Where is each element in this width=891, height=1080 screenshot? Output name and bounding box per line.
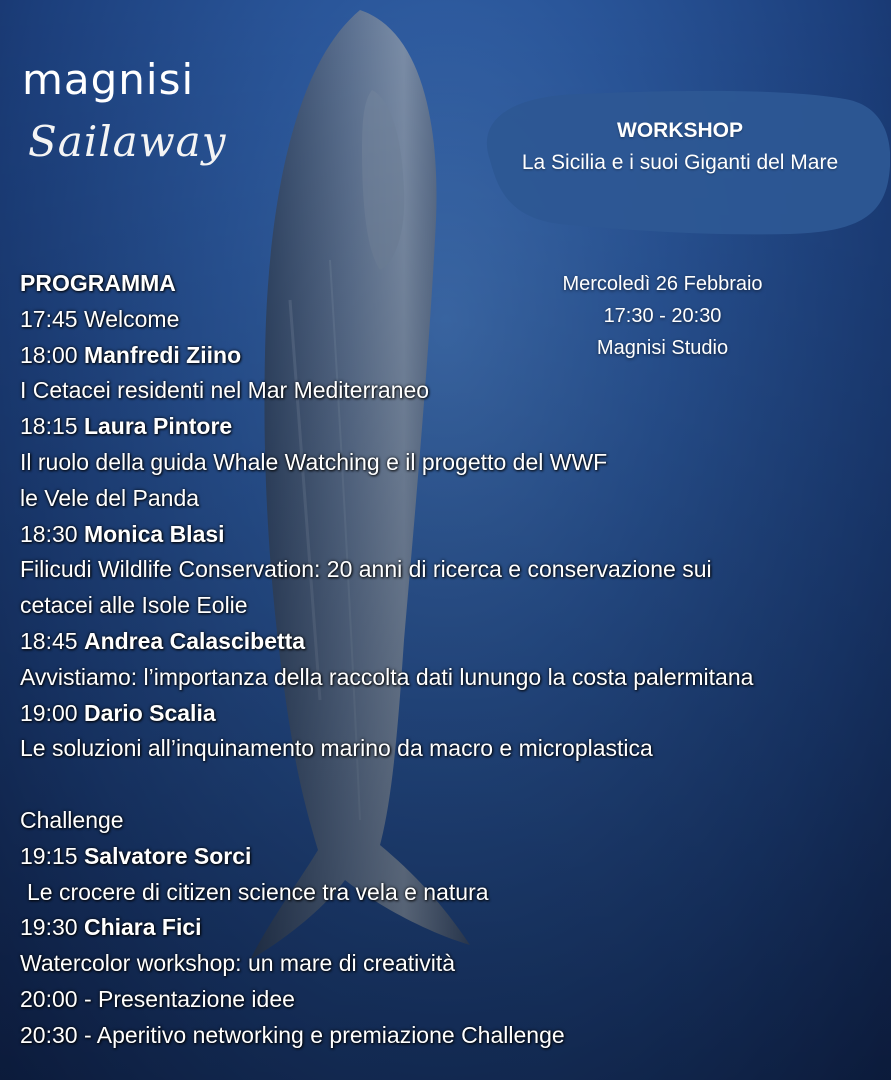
program-list — [20, 266, 880, 1054]
brand-logo — [22, 55, 227, 166]
talk-topic: Le soluzioni all’inquinamento marino da macro e microplastica — [20, 735, 653, 762]
talk-topic: Avvistiamo: l’importanza della raccolta dati lunungo la costa palermitana — [20, 663, 754, 690]
program-welcome: 17:45 Welcome — [20, 305, 180, 332]
challenge-2: 19:30 Chiara Fici — [20, 914, 202, 941]
challenge-1: 19:15 Salvatore Sorci — [20, 842, 252, 869]
speaker-name: Chiara Fici — [83, 914, 202, 941]
spacer — [20, 767, 880, 803]
talk-topic-continued: le Vele del Panda — [20, 484, 200, 511]
event-date: Mercoledì 26 Febbraio — [562, 273, 763, 295]
talk-topic: I Cetacei residenti nel Mar Mediterraneo — [20, 377, 430, 404]
speaker-name: Andrea Calascibetta — [83, 627, 306, 654]
speaker-name: Monica Blasi — [83, 520, 225, 547]
talk-4: 18:45 Andrea Calascibetta — [20, 627, 306, 654]
speaker-name: Manfredi Ziino — [83, 341, 242, 368]
workshop-badge — [470, 90, 890, 230]
workshop-label: WORKSHOP — [617, 119, 743, 142]
talk-topic-continued: cetacei alle Isole Eolie — [20, 592, 248, 619]
speaker-name: Laura Pintore — [83, 413, 233, 440]
challenge-topic: Le crocere di citizen science tra vela e natura — [27, 878, 489, 905]
event-time: 17:30 - 20:30 — [603, 305, 722, 327]
talk-1: 18:00 Manfredi Ziino — [20, 341, 242, 368]
workshop-title: La Sicilia e i suoi Giganti del Mare — [521, 151, 839, 174]
challenge-topic: Watercolor workshop: un mare di creatività — [20, 950, 456, 977]
talk-topic: Filicudi Wildlife Conservation: 20 anni di ricerca e conservazione sui — [20, 556, 712, 583]
speaker-name: Dario Scalia — [83, 699, 216, 726]
talk-topic: Il ruolo della guida Whale Watching e il progetto del WWF — [20, 448, 608, 475]
talk-3: 18:30 Monica Blasi — [20, 520, 225, 547]
closing-item: 20:30 - Aperitivo networking e premiazione Challenge — [20, 1021, 565, 1048]
talk-5: 19:00 Dario Scalia — [20, 699, 216, 726]
brand-name: magnisi — [22, 55, 195, 104]
closing-item: 20:00 - Presentazione idee — [20, 985, 295, 1012]
talk-2: 18:15 Laura Pintore — [20, 413, 233, 440]
program-heading: PROGRAMMA — [20, 270, 176, 296]
challenge-heading: Challenge — [20, 806, 124, 833]
event-venue: Magnisi Studio — [596, 337, 729, 359]
brand-tagline: Sailaway — [28, 117, 227, 166]
speaker-name: Salvatore Sorci — [83, 842, 252, 869]
